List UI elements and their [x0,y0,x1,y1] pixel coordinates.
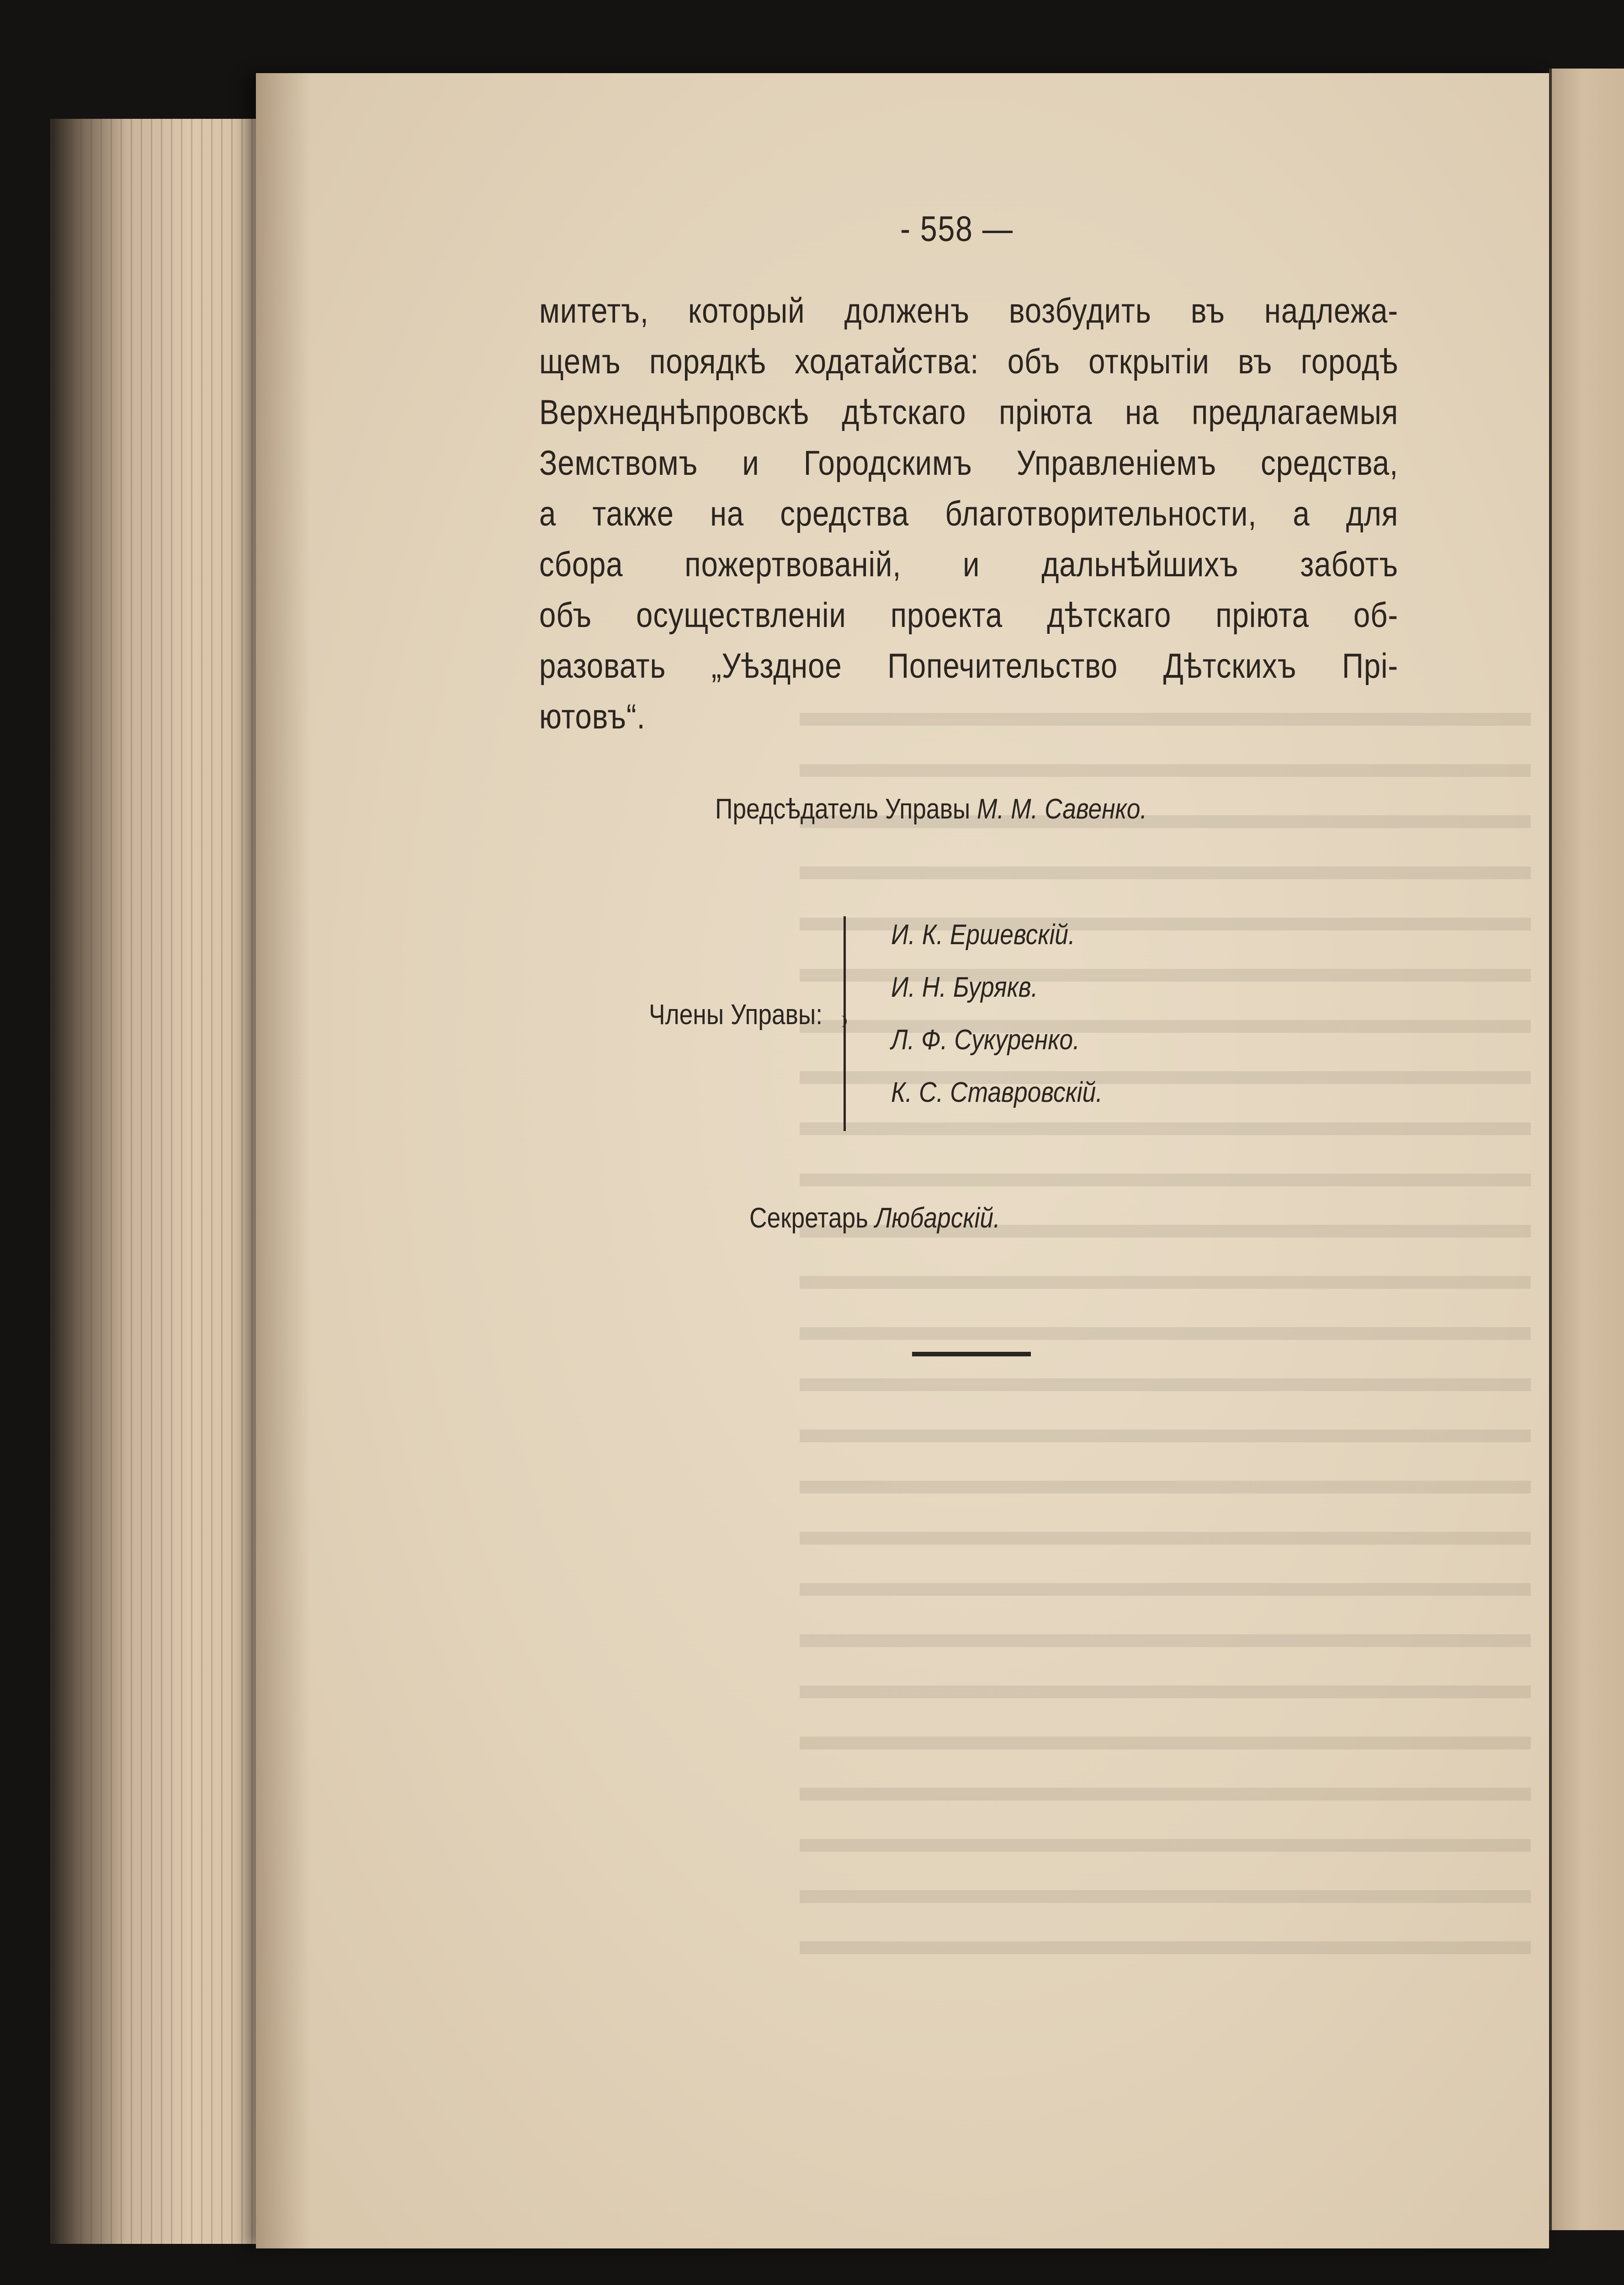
member-name: И. К. Ершевскій. [891,919,1075,951]
members-brace-tip [834,1015,847,1027]
text-line: ютовъ“. [539,697,646,736]
facing-page-edge [1549,69,1624,2230]
chairman-signature [715,793,1147,825]
show-through-text [800,713,1531,1993]
secretary-name: Любарскій. [875,1202,1000,1234]
text-line: сбора пожертвованій, и дальнѣйшихъ заботъ [539,545,1398,584]
body-paragraph [539,286,1398,742]
chairman-name: М. М. Савенко. [977,793,1147,825]
secretary-signature [749,1202,1000,1234]
text-line: Земствомъ и Городскимъ Управленіемъ средства, [539,444,1398,483]
chairman-label: Предсѣдатель Управы [715,793,971,825]
members-label: Члены Управы: [649,999,823,1031]
member-name: Л. Ф. Сукуренко. [891,1024,1080,1056]
text-line: разовать „Уѣздное Попечительство Дѣтскихъ Прі- [539,647,1398,686]
secretary-label: Секретарь [749,1202,868,1234]
text-line: объ осуществленіи проекта дѣтскаго пріюта об- [539,596,1398,635]
gutter-shadow [256,73,311,2248]
end-rule [912,1352,1031,1356]
page-number: - 558 — [900,208,1014,249]
text-line: щемъ порядкѣ ходатайства: объ открытіи въ городѣ [539,342,1398,381]
member-name: К. С. Ставровскій. [891,1077,1103,1108]
text-line: а также на средства благотворительности, а для [539,494,1398,533]
text-line: митетъ, который долженъ возбудить въ надлежа- [539,292,1398,330]
member-name: И. Н. Бурякв. [891,972,1038,1003]
text-line: Верхнеднѣпровскѣ дѣтскаго пріюта на предлагаемыя [539,393,1398,432]
